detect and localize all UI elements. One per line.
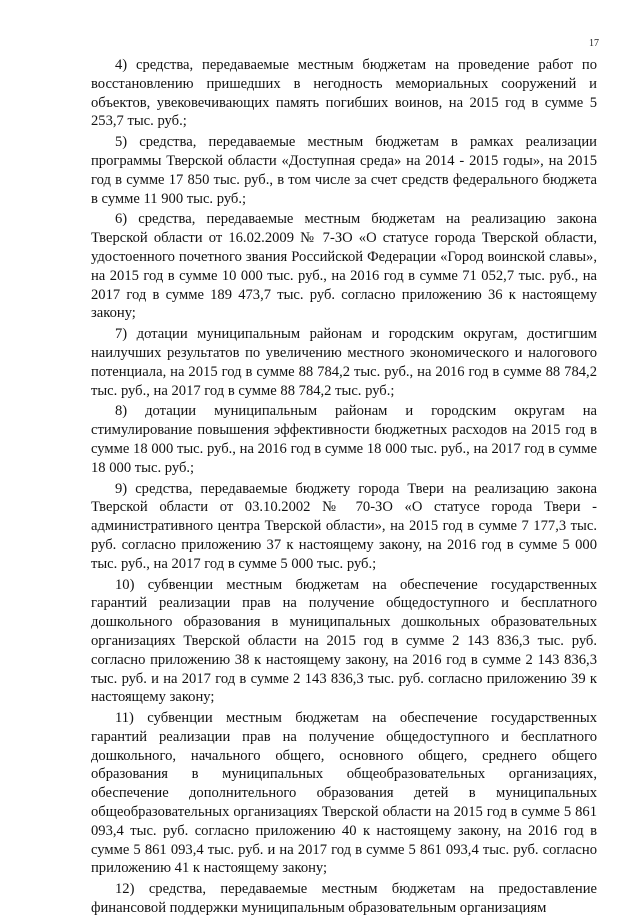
- paragraph-item-12: 12) средства, передаваемые местным бюджетам на предоставление финансовой поддержки муниципальным образовательным организациям: [91, 881, 597, 917]
- paragraph-item-7: 7) дотации муниципальным районам и городским округам, достигшим наилучших результатов по увеличению местного экономического и налогового потенциала, на 2015 год в сумме 88 784,2 тыс. руб., на 2016 год в сумме 88 784,2 тыс. руб., на 2017 год в сумме 88 784,2 тыс. руб.;: [91, 326, 597, 399]
- paragraph-item-8: 8) дотации муниципальным районам и городским округам на стимулирование повышения эффективности бюджетных расходов на 2015 год в сумме 18 000 тыс. руб., на 2016 год в сумме 18 000 тыс. руб., на 2017 год в сумме 18 000 тыс. руб.;: [91, 403, 597, 476]
- paragraph-item-4: 4) средства, передаваемые местным бюджетам на проведение работ по восстановлению пришедших в негодность мемориальных сооружений и объектов, увековечивающих память погибших воинов, на 2015 год в сумме 5 253,7 тыс. руб.;: [91, 57, 597, 130]
- page-number: 17: [589, 38, 599, 49]
- paragraph-item-10: 10) субвенции местным бюджетам на обеспечение государственных гарантий реализации прав на получение общедоступного и бесплатного дошкольного образования в муниципальных дошкольных образовательных организациях Тверской области на 2015 год в сумме 2 143 836,3 тыс. руб. согласно приложению 38 к настоящему закону, на 2016 год в сумме 2 143 836,3 тыс. руб. и на 2017 год в сумме 2 143 836,3 тыс. руб. согласно приложению 39 к настоящему закону;: [91, 576, 597, 706]
- document-body: [91, 56, 597, 920]
- paragraph-item-6: 6) средства, передаваемые местным бюджетам на реализацию закона Тверской области от 16.02.2009 № 7-ЗО «О статусе города Тверской области, удостоенного почетного звания Российской Федерации «Город воинской славы», на 2015 год в сумме 10 000 тыс. руб., на 2016 год в сумме 71 052,7 тыс. руб., на 2017 год в сумме 189 473,7 тыс. руб. согласно приложению 36 к настоящему закону;: [91, 211, 597, 322]
- paragraph-item-5: 5) средства, передаваемые местным бюджетам в рамках реализации программы Тверской области «Доступная среда» на 2014 - 2015 годы», на 2015 год в сумме 17 850 тыс. руб., в том числе за счет средств федерального бюджета в сумме 11 900 тыс. руб.;: [91, 134, 597, 207]
- paragraph-item-9: 9) средства, передаваемые бюджету города Твери на реализацию закона Тверской области от 03.10.2002 № 70-ЗО «О статусе города Твери - административного центра Тверской области», на 2015 год в сумме 7 177,3 тыс. руб. согласно приложению 37 к настоящему закону, на 2016 год в сумме 5 000 тыс. руб., на 2017 год в сумме 5 000 тыс. руб.;: [91, 480, 597, 572]
- paragraph-item-11: 11) субвенции местным бюджетам на обеспечение государственных гарантий реализации прав на получение общедоступного и бесплатного дошкольного, начального общего, основного общего, среднего общего образования в муниципальных общеобразовательных организациях, обеспечение дополнительного образования детей в муниципальных общеобразовательных организациях Тверской области на 2015 год в сумме 5 861 093,4 тыс. руб. согласно приложению 40 к настоящему закону, на 2016 год в сумме 5 861 093,4 тыс. руб. и на 2017 год в сумме 5 861 093,4 тыс. руб. согласно приложению 41 к настоящему закону;: [91, 710, 597, 877]
